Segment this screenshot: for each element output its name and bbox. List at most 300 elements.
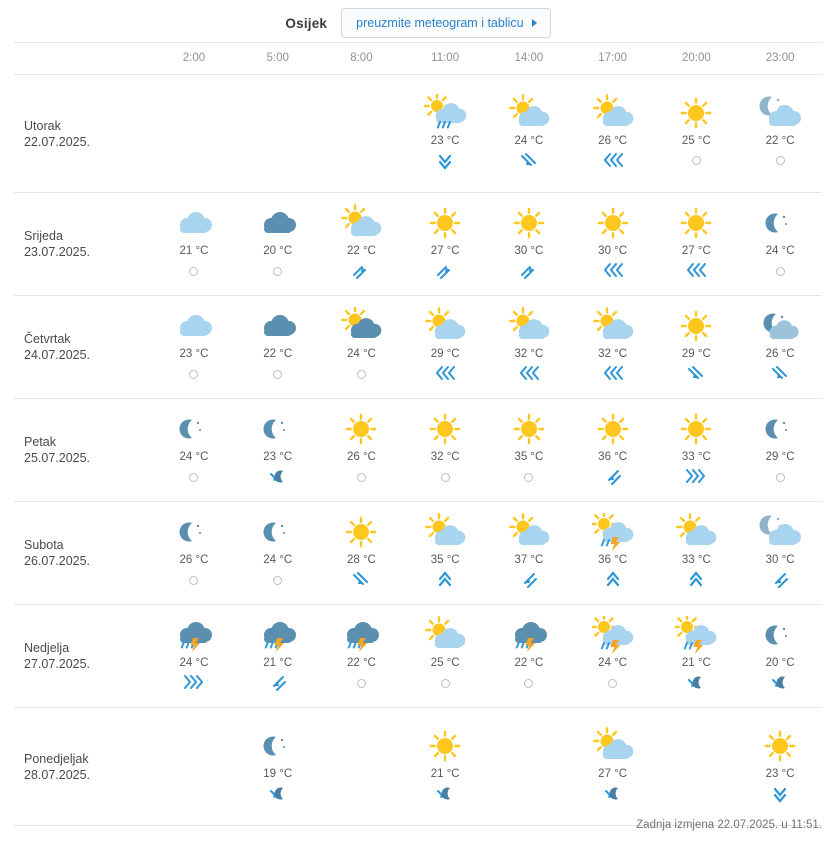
sun-storm-icon [592, 616, 634, 654]
wind-indicator [571, 260, 655, 282]
weather-icon [654, 410, 738, 448]
sun-icon [675, 410, 717, 448]
temperature-value: 35 °C [430, 554, 460, 566]
calm-icon [608, 679, 617, 688]
moon-icon [257, 727, 299, 765]
temperature-value: 28 °C [346, 554, 376, 566]
weather-icon [236, 410, 320, 448]
temperature-value: 26 °C [346, 451, 376, 463]
temperature-value: 24 °C [263, 554, 293, 566]
table-row [14, 399, 822, 502]
day-date: 27.07.2025. [24, 657, 91, 671]
calm-icon [692, 156, 701, 165]
wind-indicator [571, 783, 655, 805]
temperature-value: 23 °C [430, 134, 460, 147]
temperature-value: 33 °C [681, 554, 711, 566]
weather-icon [152, 307, 236, 345]
arrow-double-down-icon [771, 784, 789, 804]
arrow-wind-se-icon [519, 151, 539, 171]
wind-indicator [320, 569, 404, 591]
wind-indicator [571, 466, 655, 488]
temperature-value: 30 °C [765, 554, 795, 566]
weather-icon [654, 616, 738, 654]
temperature-value: 32 °C [514, 348, 544, 360]
forecast-cell [320, 296, 404, 399]
arrow-triple-right-icon [685, 467, 707, 487]
storm-icon [173, 616, 215, 654]
day-name: Petak [24, 435, 56, 449]
sun-cloud-rain-icon [424, 94, 466, 132]
moon-icon [759, 410, 801, 448]
weather-icon [403, 616, 487, 654]
temperature-value: 32 °C [430, 451, 460, 463]
table-row [14, 193, 822, 296]
temperature-value: 25 °C [681, 134, 711, 147]
sun-icon [592, 204, 634, 242]
cloud-night-icon [759, 513, 801, 551]
temperature-value: 32 °C [598, 348, 628, 360]
wind-indicator [236, 783, 320, 805]
last-update-note: Zadnja izmjena 22.07.2025. u 11:51. [636, 819, 822, 831]
weather-icon [738, 204, 822, 242]
forecast-cell [152, 399, 236, 502]
forecast-cell-empty [654, 708, 738, 826]
table-row [14, 502, 822, 605]
weather-icon [403, 727, 487, 765]
day-date: 23.07.2025. [24, 245, 91, 259]
wind-indicator [403, 150, 487, 172]
forecast-cell [738, 605, 822, 708]
weather-icon [571, 204, 655, 242]
forecast-cell-empty [320, 75, 404, 193]
weather-icon [571, 616, 655, 654]
forecast-cell [654, 502, 738, 605]
temperature-value: 20 °C [263, 245, 293, 257]
day-name: Subota [24, 538, 64, 552]
temperature-value: 23 °C [263, 451, 293, 463]
temperature-value: 27 °C [598, 767, 628, 780]
temperature-value: 24 °C [598, 657, 628, 669]
forecast-cell [571, 296, 655, 399]
day-cell [14, 502, 152, 605]
sun-cloud-icon [424, 616, 466, 654]
wind-indicator [403, 569, 487, 591]
day-name: Ponedjeljak [24, 751, 89, 766]
forecast-cell [571, 708, 655, 826]
sun-icon [424, 727, 466, 765]
calm-icon [189, 267, 198, 276]
hour-header: 8:00 [320, 43, 404, 75]
weather-icon [571, 727, 655, 765]
weather-icon [654, 204, 738, 242]
forecast-cell [487, 296, 571, 399]
table-row [14, 75, 822, 193]
cloud-dark-icon [257, 307, 299, 345]
day-column-header [14, 43, 152, 75]
calm-icon [189, 370, 198, 379]
wind-indicator [738, 363, 822, 385]
calm-icon [357, 370, 366, 379]
sun-icon [675, 94, 717, 132]
day-cell [14, 708, 152, 826]
temperature-value: 35 °C [514, 451, 544, 463]
forecast-cell [403, 193, 487, 296]
forecast-cell [152, 296, 236, 399]
sun-icon [424, 204, 466, 242]
temperature-value: 21 °C [681, 657, 711, 669]
calm-icon [524, 679, 533, 688]
forecast-cell [571, 399, 655, 502]
moon-icon [759, 616, 801, 654]
page-header [0, 0, 836, 42]
weather-icon [236, 513, 320, 551]
weather-icon [738, 307, 822, 345]
forecast-cell [654, 75, 738, 193]
temperature-value: 23 °C [765, 767, 795, 780]
arrow-wind-se-icon [770, 364, 790, 384]
forecast-cell [487, 502, 571, 605]
wind-indicator [487, 260, 571, 282]
sun-cloud-icon [340, 204, 382, 242]
table-row [14, 708, 822, 826]
hour-header: 5:00 [236, 43, 320, 75]
weather-icon [571, 513, 655, 551]
calm-icon [776, 267, 785, 276]
temperature-value: 37 °C [514, 554, 544, 566]
temperature-value: 24 °C [179, 657, 209, 669]
cloud-icon [173, 204, 215, 242]
sun-icon [424, 410, 466, 448]
calm-icon [357, 679, 366, 688]
forecast-cell [571, 75, 655, 193]
weather-icon [487, 410, 571, 448]
sun-cloud-icon [592, 94, 634, 132]
forecast-cell [487, 75, 571, 193]
forecast-cell [403, 605, 487, 708]
wind-indicator [738, 569, 822, 591]
temperature-value: 24 °C [514, 134, 544, 147]
weather-icon [738, 94, 822, 132]
temperature-value: 22 °C [514, 657, 544, 669]
wind-indicator [236, 569, 320, 591]
day-name: Nedjelja [24, 641, 70, 655]
wind-indicator [487, 569, 571, 591]
forecast-cell [320, 193, 404, 296]
sun-cloud-icon [508, 94, 550, 132]
wind-indicator [654, 363, 738, 385]
wind-indicator [320, 466, 404, 488]
cloud-icon [173, 307, 215, 345]
hour-header: 11:00 [403, 43, 487, 75]
wind-indicator [571, 569, 655, 591]
weather-icon [738, 616, 822, 654]
day-date: 26.07.2025. [24, 554, 91, 568]
weather-icon [152, 204, 236, 242]
forecast-cell [403, 502, 487, 605]
wind-indicator [654, 466, 738, 488]
sun-icon [508, 204, 550, 242]
wind-indicator [738, 466, 822, 488]
sun-icon [340, 410, 382, 448]
forecast-cell-empty [152, 75, 236, 193]
forecast-cell [236, 708, 320, 826]
weather-icon [320, 204, 404, 242]
forecast-cell [320, 399, 404, 502]
weather-icon [403, 94, 487, 132]
wind-indicator [236, 672, 320, 694]
temperature-value: 27 °C [681, 245, 711, 257]
weather-icon [236, 307, 320, 345]
moon-icon [173, 513, 215, 551]
arrow-double-down-icon [436, 151, 454, 171]
table-row [14, 296, 822, 399]
weather-icon [654, 94, 738, 132]
temperature-value: 36 °C [598, 451, 628, 463]
weather-icon [571, 94, 655, 132]
calm-icon [273, 370, 282, 379]
wind-indicator [654, 672, 738, 694]
hour-header: 2:00 [152, 43, 236, 75]
wind-indicator [320, 260, 404, 282]
sun-icon [508, 410, 550, 448]
day-date: 24.07.2025. [24, 348, 91, 362]
sun-cloud-icon [424, 513, 466, 551]
weather-icon [152, 616, 236, 654]
arrow-triple-left-icon [434, 364, 456, 384]
arrow-wind-sw-icon [770, 570, 790, 590]
calm-icon [189, 473, 198, 482]
storm-icon [340, 616, 382, 654]
weather-icon [236, 727, 320, 765]
sun-storm-icon [675, 616, 717, 654]
temperature-value: 22 °C [346, 657, 376, 669]
triangle-right-icon [532, 19, 537, 27]
moon-cloud-icon [759, 307, 801, 345]
sun-cloud-icon [592, 727, 634, 765]
calm-icon [441, 679, 450, 688]
forecast-cell [403, 399, 487, 502]
temperature-value: 24 °C [346, 348, 376, 360]
forecast-cell [320, 502, 404, 605]
weather-icon [738, 410, 822, 448]
forecast-cell [403, 296, 487, 399]
forecast-cell [236, 193, 320, 296]
sun-cloud-icon [424, 307, 466, 345]
weather-icon [738, 727, 822, 765]
arrow-wind-se-icon [686, 364, 706, 384]
arrow-wind-sw-icon [268, 673, 288, 693]
wind-indicator [152, 466, 236, 488]
sun-icon [675, 204, 717, 242]
wind-indicator [487, 466, 571, 488]
arrow-wind-sw-icon [519, 570, 539, 590]
forecast-cell [571, 605, 655, 708]
day-name: Četvrtak [24, 332, 71, 346]
wind-indicator [320, 363, 404, 385]
temperature-value: 24 °C [765, 245, 795, 257]
temperature-value: 30 °C [598, 245, 628, 257]
forecast-cell [487, 399, 571, 502]
weather-icon [236, 204, 320, 242]
weather-icon [152, 410, 236, 448]
temperature-value: 20 °C [765, 657, 795, 669]
hour-header: 20:00 [654, 43, 738, 75]
forecast-cell [738, 399, 822, 502]
weather-icon [403, 513, 487, 551]
temperature-value: 26 °C [179, 554, 209, 566]
forecast-cell [738, 296, 822, 399]
cloud-dark-icon [257, 204, 299, 242]
forecast-cell-empty [152, 708, 236, 826]
temperature-value: 26 °C [765, 348, 795, 360]
wind-indicator [403, 363, 487, 385]
forecast-body [14, 75, 822, 826]
sun-icon [592, 410, 634, 448]
wind-indicator [403, 466, 487, 488]
arrow-double-up-icon [436, 570, 454, 590]
temperature-value: 21 °C [263, 657, 293, 669]
forecast-cell [571, 193, 655, 296]
wind-indicator [738, 672, 822, 694]
weather-icon [320, 616, 404, 654]
calm-icon [357, 473, 366, 482]
temperature-value: 19 °C [263, 767, 293, 780]
wind-indicator [654, 150, 738, 172]
weather-icon [320, 410, 404, 448]
forecast-cell [403, 75, 487, 193]
forecast-cell [487, 193, 571, 296]
calm-icon [441, 473, 450, 482]
weather-icon [654, 307, 738, 345]
arrow-moon-icon [769, 673, 791, 693]
day-cell [14, 296, 152, 399]
storm-icon [508, 616, 550, 654]
hour-header: 14:00 [487, 43, 571, 75]
arrow-triple-left-icon [602, 151, 624, 171]
wind-indicator [571, 363, 655, 385]
forecast-table [14, 43, 822, 826]
forecast-cell [738, 75, 822, 193]
sun-cloud-icon [508, 307, 550, 345]
weather-icon [403, 204, 487, 242]
sun-icon [759, 727, 801, 765]
arrow-moon-icon [267, 467, 289, 487]
temperature-value: 21 °C [430, 767, 460, 780]
forecast-cell [654, 296, 738, 399]
wind-indicator [403, 260, 487, 282]
calm-icon [524, 473, 533, 482]
forecast-cell-empty [236, 75, 320, 193]
weather-icon [487, 94, 571, 132]
weather-icon [654, 513, 738, 551]
wind-indicator [654, 569, 738, 591]
weather-icon [320, 513, 404, 551]
arrow-triple-left-icon [685, 261, 707, 281]
arrow-wind-se-icon [351, 570, 371, 590]
weather-icon [487, 616, 571, 654]
weather-icon [487, 513, 571, 551]
download-meteogram-button[interactable] [341, 8, 550, 38]
arrow-moon-icon [685, 673, 707, 693]
sun-cloud-icon [508, 513, 550, 551]
calm-icon [776, 473, 785, 482]
table-row [14, 605, 822, 708]
temperature-value: 33 °C [681, 451, 711, 463]
forecast-cell [236, 605, 320, 708]
wind-indicator [738, 260, 822, 282]
temperature-value: 22 °C [765, 134, 795, 147]
wind-indicator [236, 260, 320, 282]
day-cell [14, 75, 152, 193]
arrow-moon-icon [434, 784, 456, 804]
day-cell [14, 605, 152, 708]
wind-indicator [320, 672, 404, 694]
weather-icon [152, 513, 236, 551]
wind-indicator [403, 783, 487, 805]
arrow-wind-sw-icon [603, 467, 623, 487]
temperature-value: 30 °C [514, 245, 544, 257]
arrow-double-up-icon [604, 570, 622, 590]
temperature-value: 22 °C [263, 348, 293, 360]
arrow-triple-left-icon [602, 364, 624, 384]
calm-icon [776, 156, 785, 165]
temperature-value: 26 °C [598, 134, 628, 147]
arrow-triple-right-icon [183, 673, 205, 693]
forecast-cell [236, 502, 320, 605]
weather-icon [571, 410, 655, 448]
wind-indicator [487, 363, 571, 385]
arrow-wind-ne-icon [351, 261, 371, 281]
forecast-cell [738, 193, 822, 296]
temperature-value: 23 °C [179, 348, 209, 360]
arrow-wind-ne-icon [519, 261, 539, 281]
temperature-value: 25 °C [430, 657, 460, 669]
wind-indicator [152, 260, 236, 282]
day-date: 25.07.2025. [24, 451, 91, 465]
temperature-value: 27 °C [430, 245, 460, 257]
forecast-cell [571, 502, 655, 605]
forecast-cell [738, 502, 822, 605]
forecast-cell-empty [487, 708, 571, 826]
forecast-cell [152, 193, 236, 296]
forecast-cell [654, 193, 738, 296]
table-header-row [14, 43, 822, 75]
moon-icon [257, 513, 299, 551]
forecast-cell-empty [320, 708, 404, 826]
temperature-value: 29 °C [765, 451, 795, 463]
wind-indicator [738, 150, 822, 172]
forecast-cell [236, 296, 320, 399]
weather-icon [738, 513, 822, 551]
moon-icon [257, 410, 299, 448]
temperature-value: 24 °C [179, 451, 209, 463]
wind-indicator [487, 150, 571, 172]
wind-indicator [571, 672, 655, 694]
forecast-cell [152, 605, 236, 708]
calm-icon [189, 576, 198, 585]
forecast-cell [654, 399, 738, 502]
weather-icon [320, 307, 404, 345]
arrow-wind-ne-icon [435, 261, 455, 281]
wind-indicator [738, 783, 822, 805]
day-cell [14, 193, 152, 296]
temperature-value: 22 °C [346, 245, 376, 257]
forecast-cell [320, 605, 404, 708]
hour-header: 17:00 [571, 43, 655, 75]
wind-indicator [152, 363, 236, 385]
moon-icon [173, 410, 215, 448]
sun-cloud-dark-icon [340, 307, 382, 345]
